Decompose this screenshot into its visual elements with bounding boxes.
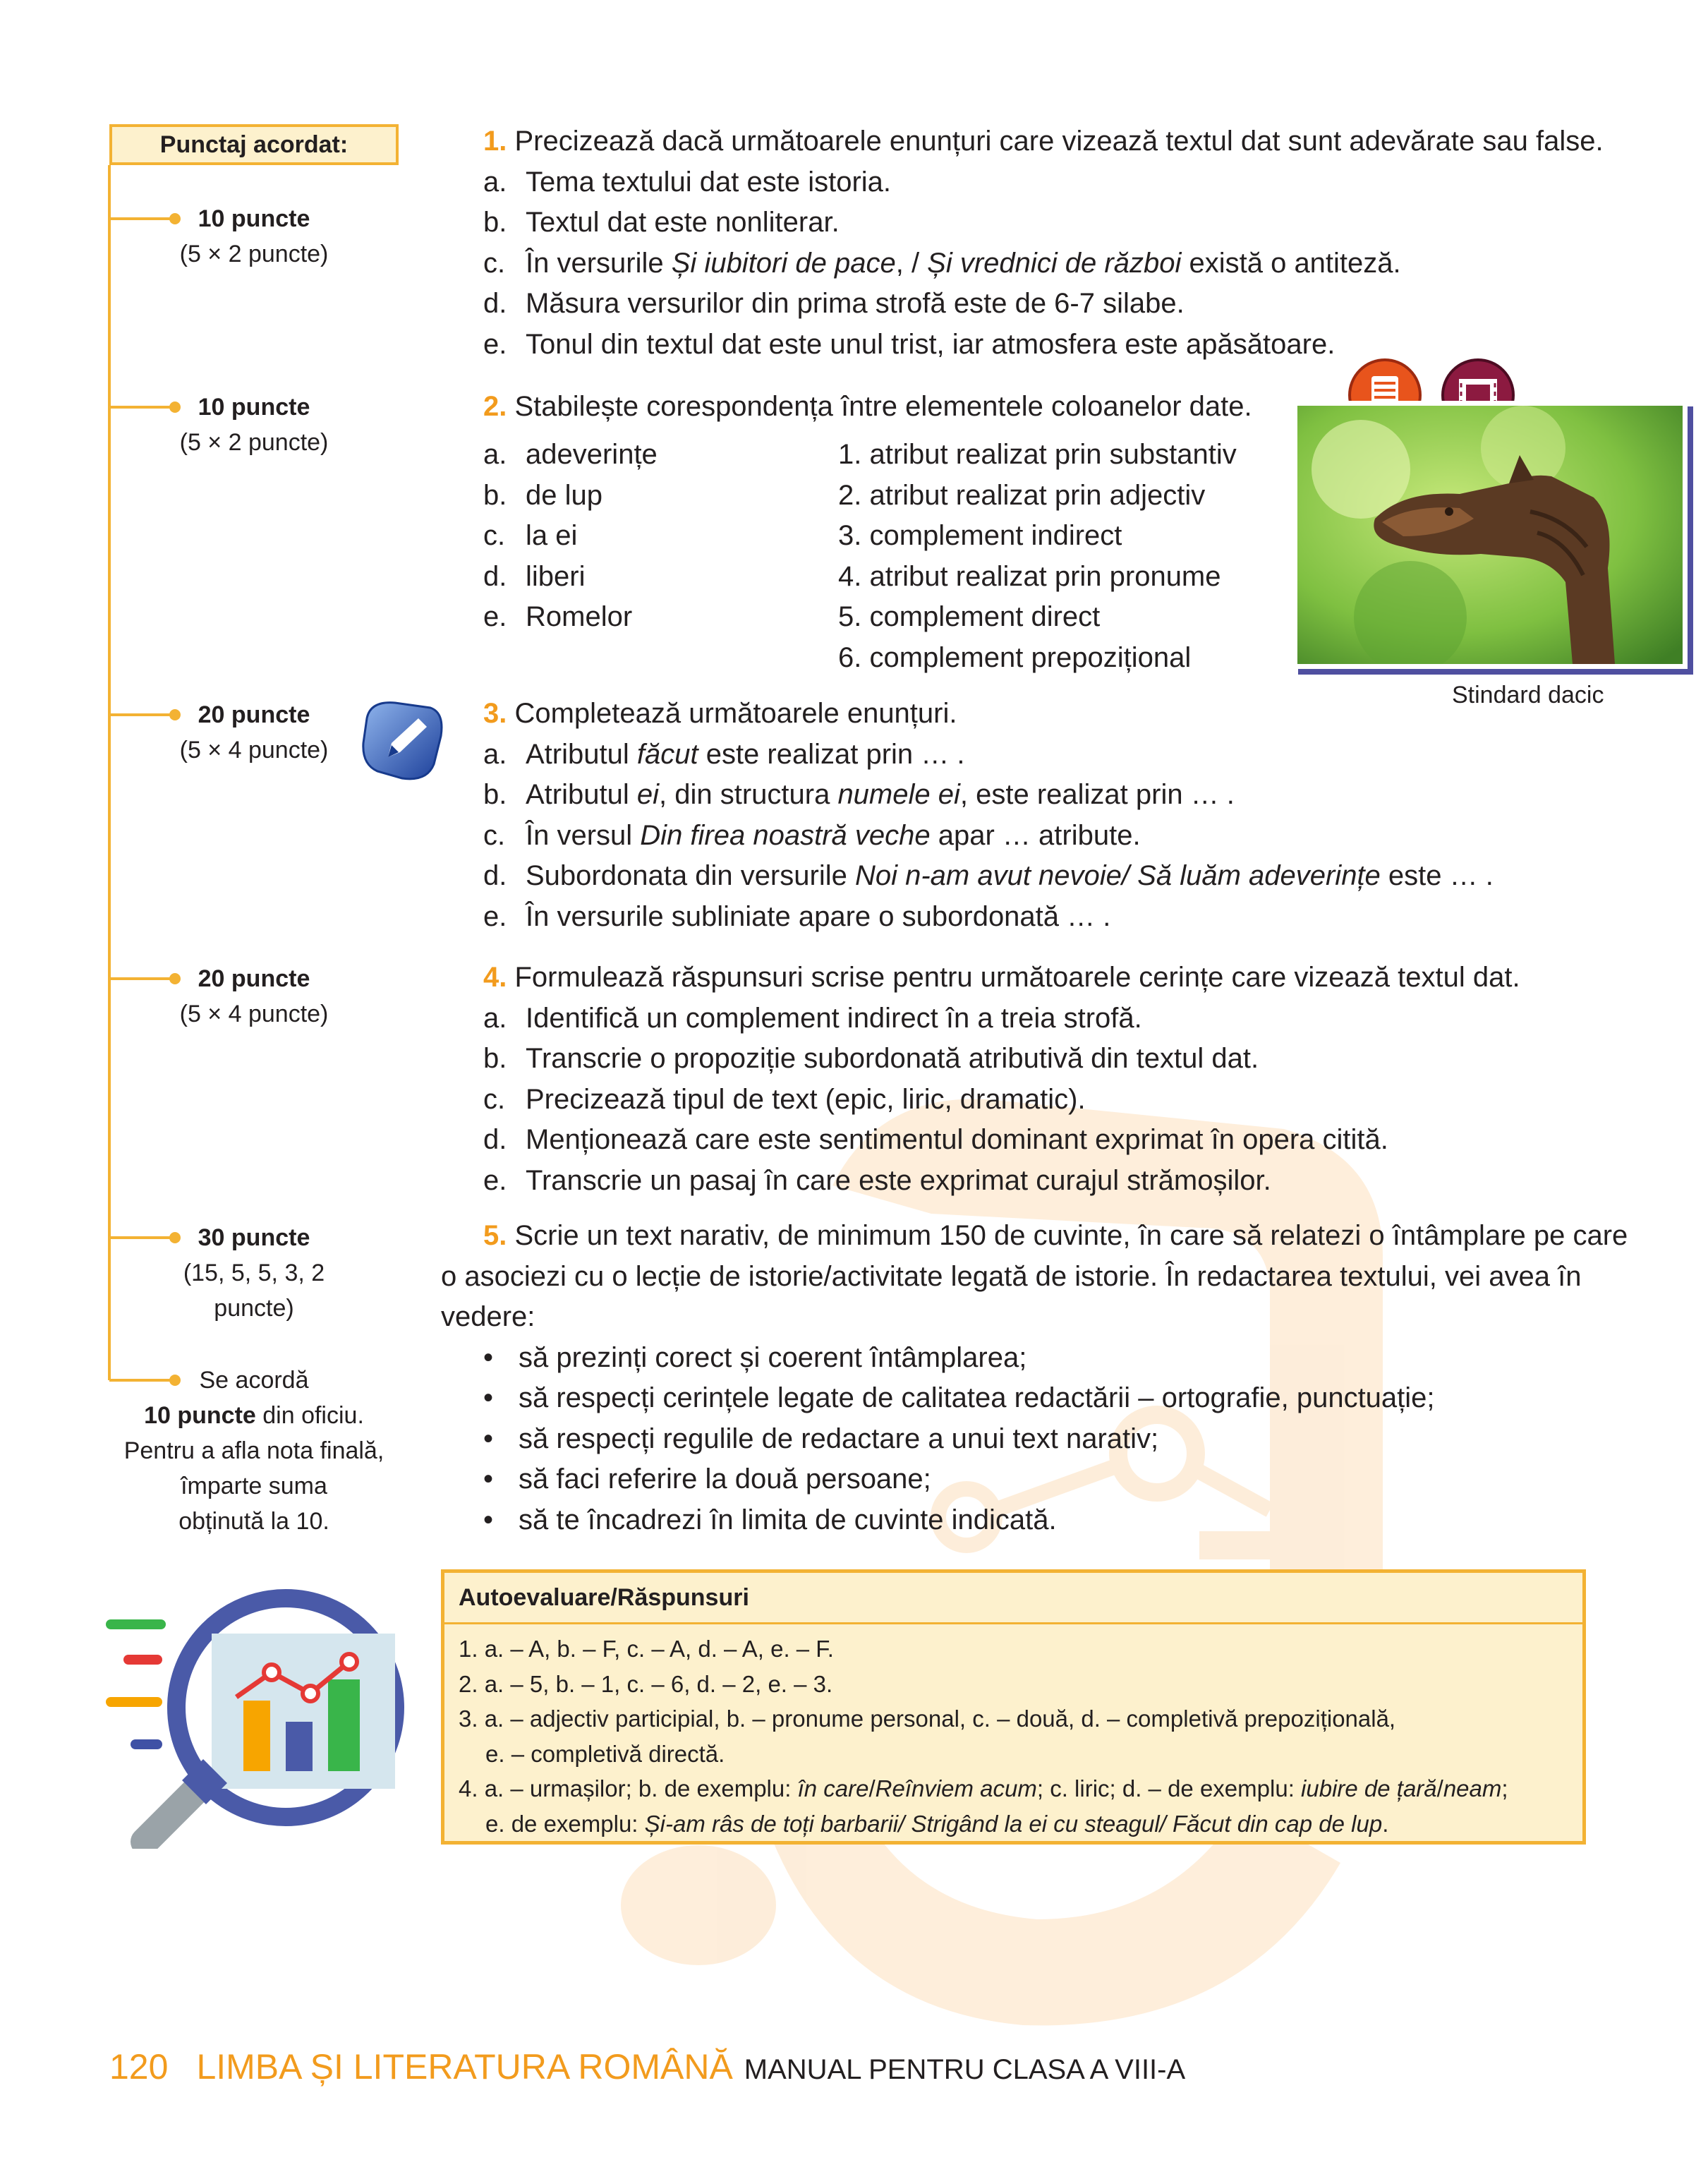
- q2-right-item: 5. complement direct: [838, 601, 1101, 632]
- q4-item-d: d. Menționează care este sentimentul dominant exprimat în opera citită.: [483, 1124, 1388, 1155]
- answer-line: 2. a. – 5, b. – 1, c. – 6, d. – 2, e. – 3.: [459, 1670, 833, 1697]
- q5-bullet: • să faci referire la două persoane;: [483, 1463, 931, 1495]
- score-item-1: 10 puncte (5 × 2 puncte): [179, 205, 329, 267]
- q5-bullet: • să respecți regulile de redactare a unui text narativ;: [483, 1423, 1159, 1454]
- dacian-standard-photo: [1292, 401, 1688, 669]
- q4-item-c: c. Precizează tipul de text (epic, liric, dramatic).: [483, 1083, 1086, 1115]
- q2-left-item: b. de lup: [483, 479, 602, 511]
- question-1: 1. Precizează dacă următoarele enunțuri care vizează textul dat sunt adevărate sau false. a. Tema textului dat este istoria. b. Textul dat este nonliterar. c. În versurile Și iubitori de pace, / Și vrednici de război există o antiteză. d. Măsura versurilor din prima strofă este de 6-7 silabe. e. Tonul din textul dat este unul trist, iar atmosfera este apăsătoare.: [483, 121, 1604, 365]
- q2-left-item: c. la ei: [483, 520, 578, 551]
- q3-item-c: c. În versul Din firea noastră veche apar … atribute.: [483, 819, 1141, 851]
- answer-line: e. – completivă directă.: [485, 1740, 725, 1767]
- photo-caption: Stindard dacic: [1452, 682, 1604, 708]
- q3-item-d: d. Subordonata din versurile Noi n-am avut nevoie/ Să luăm adeverințe este … .: [483, 860, 1494, 891]
- q2-left-item: d. liberi: [483, 560, 586, 592]
- question-3: 3. Completează următoarele enunțuri. a. Atributul făcut este realizat prin … . b. Atributul ei, din structura numele ei, este realizat prin … . c. În versul Din firea noastră veche apar … atribute. d. Subordonata din versurile Noi n-am avut nevoie/ Să luăm adeverințe este … . e. În versurile subliniate apare o subordonată … .: [483, 694, 1494, 937]
- q3-item-a: a. Atributul făcut este realizat prin … .: [483, 738, 965, 770]
- q4-item-b: b. Transcrie o propoziție subordonată atributivă din textul dat.: [483, 1043, 1259, 1074]
- answer-line: 1. a. – A, b. – F, c. – A, d. – A, e. – F.: [459, 1636, 834, 1662]
- q2-left-item: a. adeverințe: [483, 439, 658, 470]
- q5-bullet: • să respecți cerințele legate de calitatea redactării – ortografie, punctuație;: [483, 1382, 1435, 1413]
- book-subtitle: MANUAL PENTRU CLASA A VIII-A: [744, 2054, 1186, 2085]
- q4-item-e: e. Transcrie un pasaj în care este exprimat curajul strămoșilor.: [483, 1164, 1271, 1196]
- q1-item-a: a. Tema textului dat este istoria.: [483, 166, 892, 198]
- q3-item-e: e. În versurile subliniate apare o subordonată … .: [483, 900, 1111, 932]
- answer-line: e. de exemplu: Și-am râs de toți barbarii/ Strigând la ei cu steagul/ Făcut din cap de lup.: [485, 1810, 1389, 1837]
- pencil-icon: [356, 697, 448, 785]
- q2-right-item: 3. complement indirect: [838, 520, 1122, 551]
- book-title: LIMBA ȘI LITERATURA ROMÂNĂ: [196, 2047, 733, 2087]
- q2-right-item: 2. atribut realizat prin adjectiv: [838, 479, 1206, 511]
- q2-right-item: 4. atribut realizat prin pronume: [838, 560, 1221, 592]
- score-item-2: 10 puncte (5 × 2 puncte): [179, 394, 329, 456]
- q1-item-d: d. Măsura versurilor din prima strofă este de 6-7 silabe.: [483, 288, 1185, 319]
- q2-left-item: e. Romelor: [483, 601, 633, 632]
- q5-bullet: • să te încadrezi în limita de cuvinte indicată.: [483, 1504, 1057, 1535]
- score-item-4: 20 puncte (5 × 4 puncte): [179, 965, 329, 1027]
- score-office: Se acordă 10 puncte din oficiu. Pentru a afla nota finală, împarte suma obținută la 10.: [123, 1367, 384, 1535]
- q4-item-a: a. Identifică un complement indirect în a treia strofă.: [483, 1002, 1142, 1034]
- score-item-5: 30 puncte (15, 5, 5, 3, 2 puncte): [183, 1224, 325, 1322]
- question-5: 5. Scrie un text narativ, de minimum 150 de cuvinte, în care să relatezi o întâmplare pe care o asociezi cu o lecție de istorie/activitate legată de istorie. În redactarea textului, vei avea în vedere: • să prezinți corect și coerent întâmplarea; • să respecți cerințele legate de calitatea redactării – ortografie, punctuație; • să respecți regulile de redactare a unui text narativ; • să faci referire la două persoane; • să te încadrezi în limita de cuvinte indicată.: [441, 1216, 1628, 1540]
- q3-item-b: b. Atributul ei, din structura numele ei, este realizat prin … .: [483, 779, 1235, 810]
- score-item-3: 20 puncte (5 × 4 puncte): [179, 701, 329, 763]
- q2-right-item: 6. complement prepozițional: [838, 641, 1192, 673]
- q2-left-column: [483, 435, 658, 638]
- answer-line: 4. a. – urmașilor; b. de exemplu: în care/Reînviem acum; c. liric; d. – de exemplu: iubire de țară/neam;: [459, 1775, 1508, 1801]
- score-header: Punctaj acordat:: [109, 124, 399, 165]
- answer-line: 3. a. – adjectiv participial, b. – pronume personal, c. – două, d. – completivă prepozițională,: [459, 1706, 1396, 1732]
- q1-item-c: c. În versurile Și iubitori de pace, / Și vrednici de război există o antiteză.: [483, 247, 1401, 279]
- page-number: 120: [109, 2047, 169, 2087]
- q5-bullet: • să prezinți corect și coerent întâmplarea;: [483, 1341, 1027, 1373]
- self-assessment-title: Autoevaluare/Răspunsuri: [444, 1573, 1582, 1624]
- q1-item-b: b. Textul dat este nonliterar.: [483, 207, 840, 238]
- score-timeline: [108, 165, 111, 1380]
- q1-item-e: e. Tonul din textul dat este unul trist, iar atmosfera este apăsătoare.: [483, 328, 1335, 360]
- chart-magnifier-icon: [102, 1581, 413, 1849]
- self-assessment-box: [441, 1569, 1586, 1845]
- question-4: 4. Formulează răspunsuri scrise pentru următoarele cerințe care vizează textul dat. a. Identifică un complement indirect în a treia strofă. b. Transcrie o propoziție subordonată atributivă din textul dat. c. Precizează tipul de text (epic, liric, dramatic). d. Menționează care este sentimentul dominant exprimat în opera citită. e. Transcrie un pasaj în care este exprimat curajul strămoșilor.: [483, 958, 1520, 1201]
- page-footer: [109, 2046, 1185, 2087]
- q2-right-column: [838, 435, 1237, 678]
- question-2-prompt: 2. Stabilește corespondența între elementele coloanelor date.: [483, 391, 1252, 422]
- q2-right-item: 1. atribut realizat prin substantiv: [838, 439, 1237, 470]
